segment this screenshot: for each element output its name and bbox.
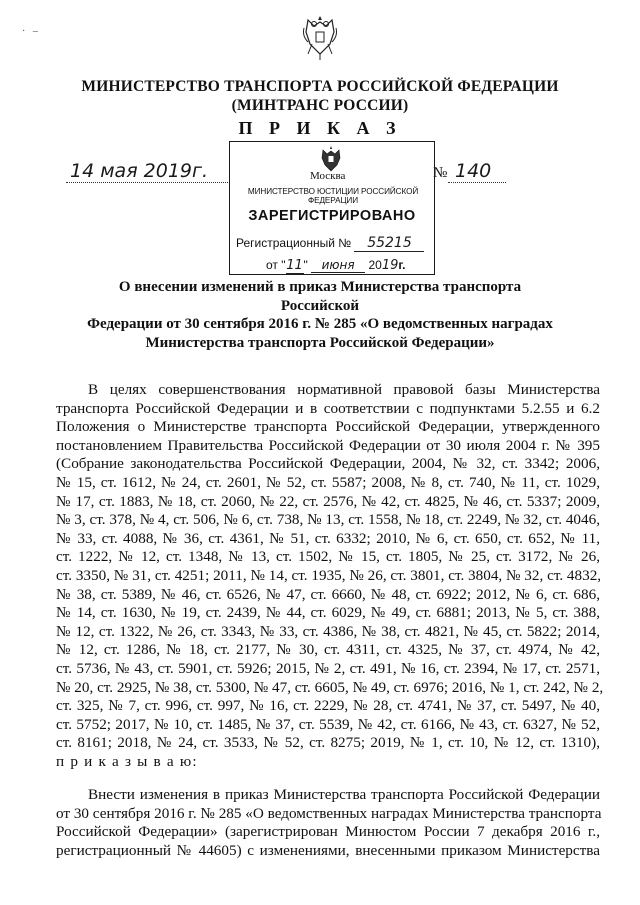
text-line: Внести изменения в приказ Министерства транспорта Российской Федерации <box>88 786 600 803</box>
text-line: № 17, ст. 1883, № 18, ст. 2060, № 22, ст. 2576, № 42, ст. 4825, № 46, ст. 5337; 2009, <box>56 492 600 510</box>
stamp-date-suffix: г. <box>398 258 406 272</box>
stamp-city: Москва <box>310 170 346 182</box>
stamp-date-line <box>266 258 406 274</box>
text-line: № 12, ст. 1286, № 18, ст. 2177, № 30, ст. 4311, ст. 4325, № 37, ст. 4974, № 42, <box>56 641 600 659</box>
text-line: ст. 325, № 7, ст. 996, ст. 997, № 16, ст. 2229, № 28, ст. 4741, № 37, ст. 5497, № 40, <box>56 697 600 715</box>
stamp-ministry: МИНИСТЕРСТВО ЮСТИЦИИ РОССИЙСКОЙ ФЕДЕРАЦИИ <box>247 187 419 205</box>
registration-stamp <box>229 141 435 275</box>
handwritten-number: 140 <box>455 160 492 182</box>
text-line: транспорта Российской Федерации и в соответствии с подпунктами 5.2.55 и 6.2 <box>56 399 600 417</box>
text-line: № 12, ст. 1322, № 26, ст. 3343, № 33, ст. 4386, № 38, ст. 4821, № 45, ст. 5822; 2014, <box>56 622 600 640</box>
stamp-reg-line <box>236 235 424 252</box>
text-line: № 3, ст. 378, № 4, ст. 506, № 6, ст. 738, № 13, ст. 1558, № 18, ст. 2249, № 32, ст. 4046, <box>56 511 600 529</box>
stamp-date-century: 20 <box>368 258 382 272</box>
heading-line: Федерации от 30 сентября 2016 г. № 285 «О ведомственных наградах <box>87 316 553 332</box>
stamp-date-day: 11 <box>286 258 303 273</box>
text-line: ст. 5736, № 43, ст. 5901, ст. 5926; 2015, № 2, ст. 491, № 16, ст. 2394, № 17, ст. 2571, <box>56 660 600 677</box>
text-line: № 15, ст. 1612, № 24, ст. 2601, № 52, ст. 5587; 2008, № 8, ст. 740, № 11, ст. 1029, <box>56 474 600 491</box>
text-line: ст. 1222, № 12, ст. 1348, № 13, ст. 1502, № 15, ст. 1805, № 25, ст. 3172, № 26, <box>56 548 600 566</box>
text-line: (Собрание законодательства Российской Федерации, 2004, № 32, ст. 3342; 2006, <box>56 455 600 473</box>
stamp-reg-label: Регистрационный № <box>236 236 352 250</box>
ministry-short-name: (МИНТРАНС РОССИИ) <box>231 97 409 114</box>
coat-of-arms-emblem <box>300 14 340 64</box>
ministry-name: МИНИСТЕРСТВО ТРАНСПОРТА РОССИЙСКОЙ ФЕДЕРАЦИИ <box>81 78 559 95</box>
order-word: п р и к а з ы в а ю: <box>56 753 198 770</box>
handwritten-date: 14 мая 2019г. <box>70 160 209 182</box>
text-line: № 38, ст. 5389, № 46, ст. 6526, № 47, ст. 6660, № 48, ст. 6922; 2012, № 6, ст. 686, <box>56 585 600 603</box>
text-line: ст. 3350, № 31, ст. 4251; 2011, № 14, ст. 1935, № 26, ст. 3801, ст. 3804, № 32, ст. 4832, <box>56 567 602 584</box>
text-line: ст. 5752; 2017, № 10, ст. 1485, № 37, ст. 5539, № 42, ст. 6166, № 43, ст. 6327, № 52, <box>56 715 600 733</box>
stamp-status: ЗАРЕГИСТРИРОВАНО <box>248 208 416 224</box>
text-line: регистрационный № 44605) с изменениями, внесенными приказом Министерства <box>56 841 600 859</box>
text-line: № 20, ст. 2925, № 38, ст. 5300, № 47, ст. 6605, № 49, ст. 6976; 2016, № 1, ст. 242, № 2, <box>56 678 604 696</box>
text-line: Положения о Министерстве транспорта Российской Федерации, утвержденного <box>56 418 600 436</box>
text-line: постановлением Правительства Российской Федерации от 30 июля 2004 г. № 395 <box>56 436 600 454</box>
document-type: П Р И К А З <box>238 118 402 138</box>
stamp-reg-number: 55215 <box>354 235 424 252</box>
text-line: Российской Федерации» (зарегистрирован Минюстом России 7 декабря 2016 г., <box>56 823 600 841</box>
text-line: от 30 сентября 2016 г. № 285 «О ведомственных наградах Министерства транспорта <box>56 804 602 822</box>
text-line: № 14, ст. 1630, № 19, ст. 2439, № 44, ст. 6029, № 49, ст. 6881; 2013, № 5, ст. 388, <box>56 604 600 622</box>
document-heading <box>80 278 560 352</box>
stamp-date-quote: " <box>303 258 308 272</box>
heading-line: Министерства транспорта Российской Федерации» <box>145 334 495 351</box>
stamp-date-year: 19 <box>381 258 399 273</box>
text-line: В целях совершенствования нормативной правовой базы Министерства <box>88 381 600 398</box>
heading-line: О внесении изменений в приказ Министерства транспорта Российской <box>118 279 522 314</box>
date-dotted-line <box>66 182 230 184</box>
number-prefix: № <box>433 165 448 181</box>
text-line: ст. 8161; 2018, № 24, ст. 3533, № 52, ст. 8275; 2019, № 1, ст. 10, № 12, ст. 1310), <box>56 734 600 752</box>
scan-mark: · – <box>22 26 38 37</box>
number-dotted-line <box>448 182 506 183</box>
stamp-date-prefix: от " <box>266 258 286 272</box>
text-line: № 33, ст. 4088, № 36, ст. 4361, № 51, ст. 6332; 2010, № 6, ст. 650, ст. 652, № 11, <box>56 529 600 547</box>
stamp-date-month: июня <box>311 258 365 273</box>
